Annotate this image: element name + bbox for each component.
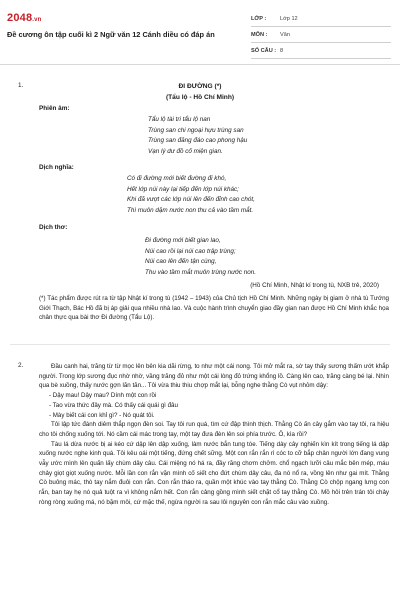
dialog-line: - Dậy mau! Dậy mau? Dính một con rồi <box>49 392 157 400</box>
poem-line: Hết lớp núi này lại tiếp đến lớp núi khác; <box>127 185 239 193</box>
passage-paragraph: Đầu canh hai, trăng từ từ mọc lên bên kia dãi rừng, to như một cái nong. Tôi mở mắt ra, sờ tay thấy sương thấm ướt khắp người. Trong lớp sương đục nhờ nhờ, vầng trăng đỏ như một cái lòng đỏ trứng khổng lồ. Càng lên cao, trăng càng bé lại. Nhìn qua bè xuồng, thấy nước gợn lăn tăn... Tôi vừa thiu thiu chợp mắt lại, bỗng nghe thằng Cò vụt nhỏm dậy: <box>39 363 389 390</box>
dich-nghia-block <box>127 174 255 216</box>
poem-source: (Hồ Chí Minh, Nhật kí trong tù, NXB trẻ, 2020) <box>250 282 379 289</box>
document-meta-table <box>251 11 391 59</box>
poem-line: Có đi đường mới biết đường đi khó, <box>127 175 227 182</box>
question-2-passage <box>39 362 389 508</box>
passage-paragraph: Tôi lập tức đánh diêm thắp ngọn đèn soi. Tay tôi run quá, tìm cứ đập thình thịch. Thằng Cò ấn cây gắm vào tay tôi, ra hiệu cho tôi chống xuống tới. Nó cầm cái mác trong tay, một tay đưa đèn lên soi phía trước. Ô, kìa rồi? <box>39 421 389 438</box>
poem-footnote: (*) Tác phẩm được rút ra từ tập Nhật kí trong tù (1942 – 1943) của Chủ tịch Hồ Chí Minh. Những ngày bị giam ở nhà tù Tướng Giới Thạch, Bác Hồ đã bị áp giải qua nhiều nhà lao. Và cuộc hành trình chuyển giao đầy gian nan được Hồ Chí Minh khắc họa chân thực qua bài thơ Đi đường (Tẩu Lộ). <box>39 295 389 322</box>
meta-label: LỚP : <box>251 15 267 22</box>
meta-label: MÔN : <box>251 31 268 38</box>
section-label-phien-am: Phiên âm: <box>39 105 70 112</box>
dich-tho-block <box>145 236 256 278</box>
meta-value: Lớp 12 <box>280 15 298 22</box>
phien-am-block <box>148 115 247 157</box>
section-label-dich-tho: Dịch thơ: <box>39 224 68 231</box>
poem-line: Vạn lý dư đồ cố miện gian. <box>148 147 223 155</box>
poem-line: Núi cao rồi lại núi cao trập trùng; <box>145 247 236 255</box>
section-label-dich-nghia: Dịch nghĩa: <box>39 164 74 171</box>
poem-line: Thu vào tầm mắt muôn trùng nước non. <box>145 268 257 276</box>
question-divider <box>10 344 390 345</box>
document-title: Đề cương ôn tập cuối kì 2 Ngữ văn 12 Cánh diều có đáp án <box>7 30 215 39</box>
meta-value: Văn <box>280 31 290 38</box>
meta-row-question-count <box>251 43 391 59</box>
meta-value: 8 <box>280 47 284 54</box>
site-logo[interactable]: 2048.vn <box>7 12 42 24</box>
question-number: 1. <box>18 82 24 89</box>
poem-line: Trùng san đăng đáo cao phong hậu <box>148 137 248 144</box>
page-header <box>0 0 400 62</box>
poem-line: Núi cao lên đến tận cùng, <box>145 258 217 265</box>
poem-author-line: (Tẩu lộ - Hồ Chí Minh) <box>165 94 235 101</box>
poem-line: Trùng san chi ngoại hựu trùng san <box>148 126 244 134</box>
meta-row-class <box>251 11 391 27</box>
poem-line: Thì muôn dặm nước non thu cả vào tầm mắt. <box>127 206 254 214</box>
poem-line: Đi đường mới biết gian lao, <box>145 237 221 244</box>
meta-label: SỐ CÂU : <box>251 47 277 54</box>
meta-row-subject <box>251 27 391 43</box>
poem-line: Tẩu lộ tài tri tẩu lộ nan <box>148 116 211 123</box>
header-divider <box>0 64 400 65</box>
poem-title: ĐI ĐƯỜNG (*) <box>178 83 222 90</box>
dialog-line: - Mày biết cái con khỉ gì? - Nó quát tôi. <box>49 411 155 419</box>
question-number: 2. <box>18 362 24 369</box>
passage-paragraph: Tàu lá dừa nước bị ai kéo cứ dập lên dập xuống, làm nước bắn tung tóe. Tiếng dày cây nghiến kìn kít trong tiếng lá dập xuống nước nghe kinh quá. Tôi kêu oái một tiếng, đứng chết sững. Một con rắn rắn rì cóc to cỡ bắp chân người lớn đang vung vẫy ước mình lên quấn lấy chùm dây câu. Cái miệng nó há ra, đầy răng chơm chởm. chổ ngạch lưỡi câu mắc bên mép, máu chảy giọt giọt xuống nước. Mỗi lần con rắn vặn mình cố siết cho đứt chùm dây câu, đa nó nổ ra, vồng lên như gai mít. Thằng Cò buông mác, thò tay nắm đuôi con rắn. Con rắn tháo ra, quần một khúc vào tay thằng Cò. Thằng Cò chộp ngang lưng con rắn, ban tay hẹ nó quả tuột ra vì không nắm hết. Con rắn cảng gồng mình siết chặt cổ tay thằng Cò. Mồ hôi trên trán tôi chảy ròng ròng xuống má, nó bặm môi, cứ mặc thế, ngừa người ra sau lôi nguyên con rắn mắc câu vào xuồng. <box>39 440 389 506</box>
poem-line: Khi đã vượt các lớp núi lên đến đỉnh cao chót, <box>127 196 255 203</box>
dialog-line: - Tao vừa thức đây mà. Có thấy cái quái gì đâu <box>49 401 178 409</box>
